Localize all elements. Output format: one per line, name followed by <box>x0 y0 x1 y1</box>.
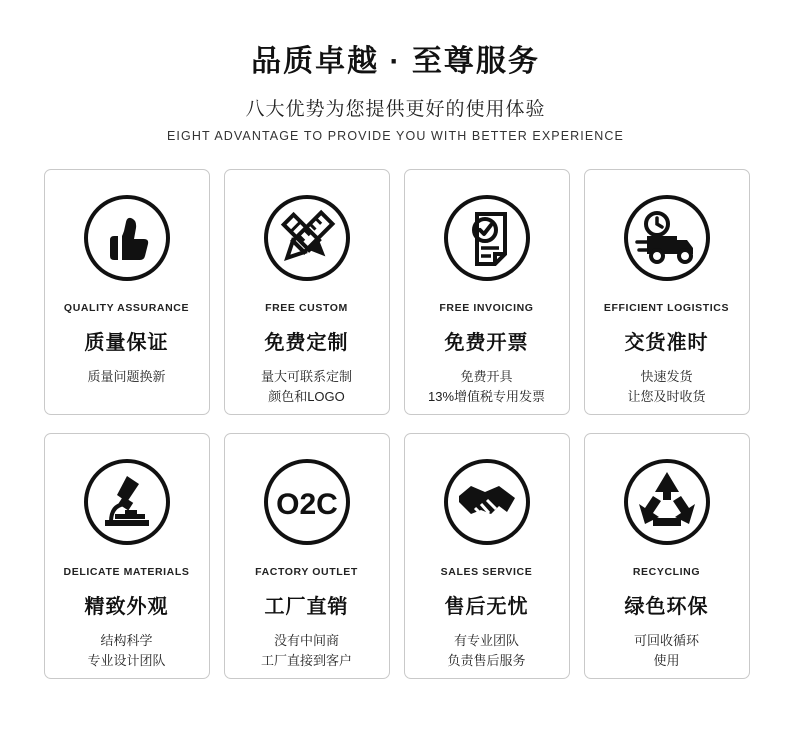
advantage-description <box>253 367 360 407</box>
advantage-description <box>619 367 713 407</box>
advantage-en-label: QUALITY ASSURANCE <box>63 302 190 314</box>
advantage-description-line: 可回收循环 <box>633 632 699 648</box>
advantage-description-line: 使用 <box>653 652 680 668</box>
advantages-grid <box>44 169 748 679</box>
page-subtitle-english: EIGHT ADVANTAGE TO PROVIDE YOU WITH BETTER EXPERIENCE <box>167 129 624 143</box>
advantage-description <box>439 631 533 671</box>
page-subtitle: 八大优势为您提供更好的使用体验 <box>245 99 546 120</box>
delivery-truck-clock-icon <box>619 190 715 286</box>
invoice-check-icon <box>439 190 535 286</box>
page-header <box>0 0 791 143</box>
advantage-card-delicate-materials <box>44 433 210 679</box>
thumbs-up-icon <box>79 190 175 286</box>
advantage-description-line: 负责售后服务 <box>447 652 526 668</box>
advantage-description <box>79 367 173 387</box>
advantage-description-line: 有专业团队 <box>453 632 519 648</box>
advantage-en-label: SALES SERVICE <box>440 566 533 578</box>
advantage-description-line: 13%增值税专用发票 <box>427 388 546 404</box>
o2c-icon <box>259 454 355 550</box>
advantage-card-sales-service <box>404 433 570 679</box>
advantage-en-label: RECYCLING <box>632 566 701 578</box>
advantage-cn-title: 交货准时 <box>624 331 709 354</box>
advantage-card-factory-outlet <box>224 433 390 679</box>
advantage-description-line: 免费开具 <box>460 368 513 384</box>
advantage-cn-title: 工厂直销 <box>264 595 349 618</box>
advantage-en-label: FACTORY OUTLET <box>255 566 358 578</box>
advantage-card-free-invoicing <box>404 169 570 415</box>
advantage-description <box>626 631 707 671</box>
ruler-pencil-icon <box>259 190 355 286</box>
advantage-description-line: 专业设计团队 <box>87 652 166 668</box>
advantage-card-free-custom <box>224 169 390 415</box>
recycling-icon <box>619 454 715 550</box>
advantage-cn-title: 精致外观 <box>84 595 169 618</box>
handshake-icon <box>439 454 535 550</box>
advantage-en-label: FREE INVOICING <box>439 302 534 314</box>
advantage-card-efficient-logistics <box>584 169 750 415</box>
advantage-description-line: 让您及时收货 <box>627 388 706 404</box>
advantage-description-line: 没有中间商 <box>273 632 339 648</box>
advantage-description-line: 工厂直接到客户 <box>260 652 352 668</box>
advantage-description-line: 快速发货 <box>640 368 693 384</box>
advantage-cn-title: 绿色环保 <box>624 595 709 618</box>
svg-text:O2C: O2C <box>275 488 338 521</box>
advantage-cn-title: 免费定制 <box>264 331 349 354</box>
advantage-description <box>79 631 173 671</box>
advantage-cn-title: 免费开票 <box>444 331 529 354</box>
page-title: 品质卓越 · 至尊服务 <box>251 45 540 78</box>
advantage-description-line: 质量问题换新 <box>87 368 166 384</box>
advantage-card-quality-assurance <box>44 169 210 415</box>
microscope-icon <box>79 454 175 550</box>
advantage-cn-title: 质量保证 <box>84 331 169 354</box>
advantage-description <box>420 367 553 407</box>
advantage-en-label: DELICATE MATERIALS <box>63 566 190 578</box>
advantage-description-line: 颜色和LOGO <box>268 388 345 404</box>
advantage-card-recycling <box>584 433 750 679</box>
advantage-description <box>253 631 360 671</box>
advantage-description-line: 结构科学 <box>100 632 153 648</box>
advantage-cn-title: 售后无忧 <box>444 595 529 618</box>
advantage-en-label: FREE CUSTOM <box>265 302 348 314</box>
advantage-description-line: 量大可联系定制 <box>260 368 352 384</box>
advantage-en-label: EFFICIENT LOGISTICS <box>603 302 730 314</box>
